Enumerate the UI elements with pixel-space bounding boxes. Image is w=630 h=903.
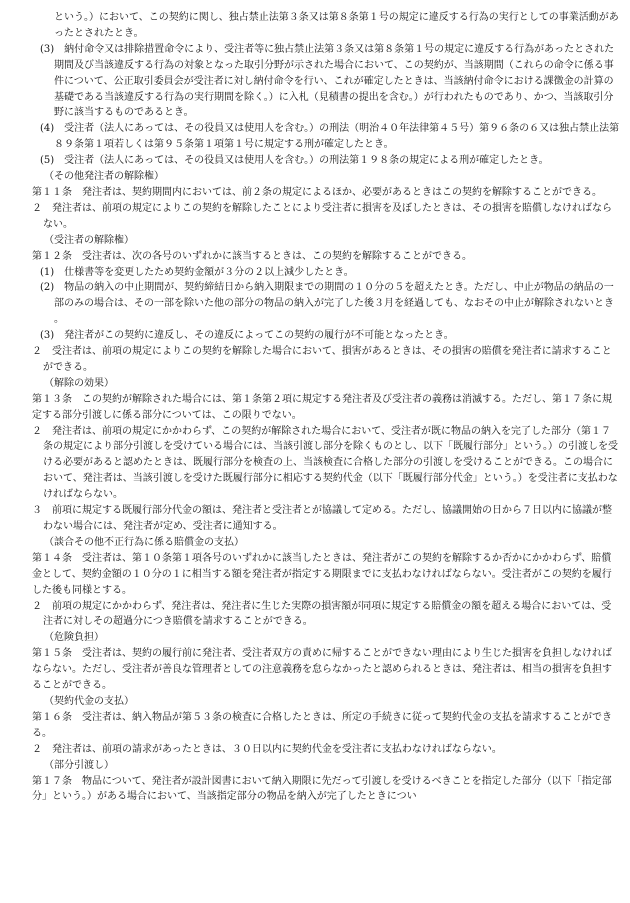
article-12-item-3: (3) 発注者がこの契約に違反し、その違反によってこの契約の履行が不可能となったとき。 [40,330,454,342]
heading-other-termination: （その他発注者の解除権） [44,171,164,183]
item-5: (5) 受注者（法人にあっては、その役員又は使用人を含む。）の刑法第１９８条の規定による刑が確定したとき。 [40,155,549,167]
article-11-para-2: ２ 発注者は、前項の規定によりこの契約を解除したことにより受注者に損害を及ぼしたときは、その損害を賠償しなければならない。 [32,202,612,230]
article-16: 第１６条 受注者は、納入物品が第５３条の検査に合格したときは、所定の手続きに従って契約代金の支払を請求することができる。 [32,711,612,739]
article-11: 第１１条 発注者は、契約期間内においては、前２条の規定によるほか、必要があるときはこの契約を解除することができる。 [32,186,602,198]
document-body [32,10,620,805]
article-16-para-2: ２ 発注者は、前項の請求があったときは、３０日以内に契約代金を受注者に支払わなければならない。 [32,743,502,755]
item-3: (3) 納付命令又は排除措置命令により、受注者等に独占禁止法第３条又は第８条第１号の規定に違反する行為があったとされた期間及び当該違反する行為の対象となった取引分野が示された場合において、この契約が、当該期間（これらの命令に係る事件について、公正取引委員会が受注者に対し納付命令を行い、これが確定したときは、当該納付命令における課徴金の計算の基礎である当該違反する行為の実行期間を除く。）に入札（見積書の提出を含む。）が行われたものであり、かつ、当該取引分野に該当するものであるとき。 [40,43,615,119]
article-13-para-2: ２ 発注者は、前項の規定にかかわらず、この契約が解除された場合において、受注者が既に物品の納入を完了した部分（第１７条の規定により部分引渡しを受けている場合には、当該引渡し部分を除くものとし、以下「既履行部分」という。）の引渡しを受ける必要があると認めたときは、既履行部分を検査の上、当該検査に合格した部分の引渡しを受けることができる。この場合において、発注者は、当該引渡しを受けた既履行部分に相応する契約代金（以下「既履行部分代金」という。）を受注者に支払わなければならない。 [32,425,618,501]
heading-contractor-termination: （受注者の解除権） [44,234,134,246]
heading-collusion-compensation: （談合その他不正行為に係る賠償金の支払） [44,536,244,548]
article-12-item-1: (1) 仕様書等を変更したため契約金額が３分の２以上減少したとき。 [40,266,354,278]
article-14: 第１４条 受注者は、第１０条第１項各号のいずれかに該当したときは、発注者がこの契約を解除するか否かにかかわらず、賠償金として、契約金額の１０分の１に相当する額を発注者が指定する期限までに支払わなければならない。受注者がこの契約を履行した後も同様とする。 [32,552,612,596]
heading-payment: （契約代金の支払） [44,695,134,707]
heading-risk-burden: （危険負担） [44,632,104,644]
article-12-item-2: (2) 物品の納入の中止期間が、契約締結日から納入期限までの期間の１０分の５を超えたとき。ただし、中止が物品の納品の一部のみの場合は、その一部を除いた他の部分の物品の納入が完了した後３月を経過しても、なおその中止が解除されないとき。 [40,282,614,326]
article-17: 第１７条 物品について、発注者が設計図書において納入期限に先だって引渡しを受けるべきことを指定した部分（以下「指定部分」という。）がある場合において、当該指定部分の物品を納入が完了したときについ [32,775,612,803]
heading-partial-delivery: （部分引渡し） [44,759,114,771]
article-13-para-3: ３ 前項に規定する既履行部分代金の額は、発注者と受注者とが協議して定める。ただし、協議開始の日から７日以内に協議が整わない場合には、発注者が定め、受注者に通知する。 [32,505,612,532]
heading-termination-effect: （解除の効果） [44,377,114,389]
article-12: 第１２条 受注者は、次の各号のいずれかに該当するときは、この契約を解除することができる。 [32,250,472,262]
article-14-para-2: ２ 前項の規定にかかわらず、発注者は、発注者に生じた実際の損害額が同項に規定する賠償金の額を超える場合においては、受注者に対しその超過分につき賠償を請求することができる。 [32,600,612,628]
item-4: (4) 受注者（法人にあっては、その役員又は使用人を含む。）の刑法（明治４０年法律第４５号）第９６条の６又は独占禁止法第８９条第１項若しくは第９５条第１項第１号に規定する刑が確定したとき。 [40,123,620,151]
article-12-para-2: ２ 受注者は、前項の規定によりこの契約を解除した場合において、損害があるときは、その損害の賠償を発注者に請求することができる。 [32,346,612,373]
article-15: 第１５条 受注者は、契約の履行前に発注者、受注者双方の責めに帰することができない理由により生じた損害を負担しなければならない。ただし、受注者が善良な管理者としての注意義務を怠らなかったと認められるときは、発注者は、相当の損害を負担することができる。 [32,648,612,692]
continuation-text: という。）において、この契約に関し、独占禁止法第３条又は第８条第１号の規定に違反する行為の実行としての事業活動があったとされたとき。 [54,12,619,39]
article-13: 第１３条 この契約が解除された場合には、第１条第２項に規定する発注者及び受注者の義務は消滅する。ただし、第１７条に規定する部分引渡しに係る部分については、この限りでない。 [32,393,612,421]
